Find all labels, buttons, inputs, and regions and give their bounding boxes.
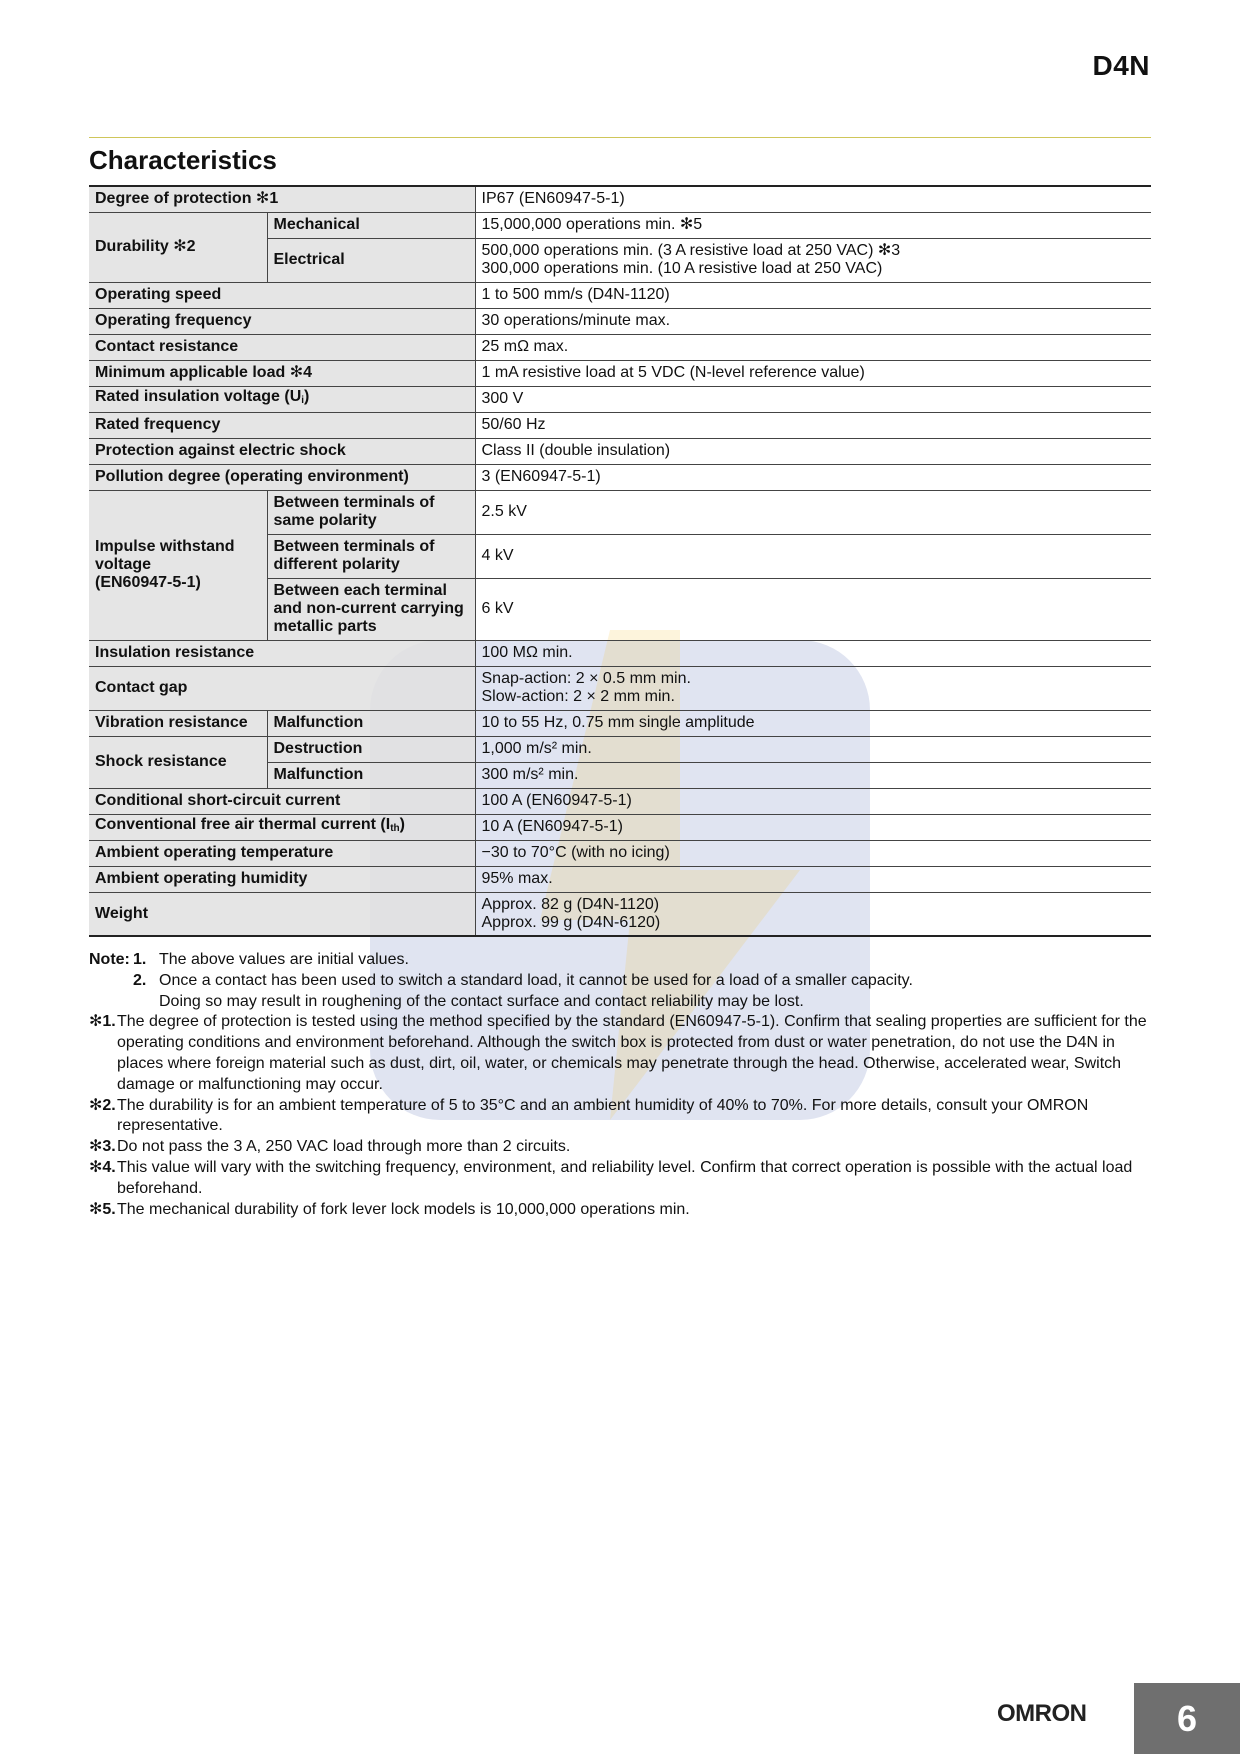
- table-row: [89, 186, 1151, 212]
- value-line: 500,000 operations min. (3 A resistive load at 250 VAC) ✻3: [481, 242, 901, 259]
- row-value: 10 to 55 Hz, 0.75 mm single amplitude: [475, 710, 1151, 736]
- table-row: [89, 212, 1151, 238]
- note-text: Once a contact has been used to switch a standard load, it cannot be used for a load of a smaller capacity.: [159, 971, 913, 989]
- label-line: (EN60947-5-1): [95, 574, 201, 591]
- value-line: Snap-action: 2 × 0.5 mm min.: [481, 670, 691, 687]
- row-value: 2.5 kV: [475, 490, 1151, 534]
- row-label: Insulation resistance: [89, 640, 475, 666]
- table-row: [89, 666, 1151, 710]
- footnote-1: [89, 1012, 1151, 1095]
- row-value: 300 m/s² min.: [475, 762, 1151, 788]
- table-row: [89, 438, 1151, 464]
- label-line: voltage: [95, 556, 152, 573]
- footnote-3: [89, 1137, 1151, 1158]
- row-value: 4 kV: [475, 534, 1151, 578]
- row-sublabel: Malfunction: [267, 710, 475, 736]
- note-text: The above values are initial values.: [159, 951, 409, 968]
- row-label: [89, 490, 267, 640]
- row-value: 3 (EN60947-5-1): [475, 464, 1151, 490]
- footnote-5: [89, 1200, 1151, 1221]
- row-value: 10 A (EN60947-5-1): [475, 814, 1151, 840]
- footnote-key: ✻1.: [89, 1013, 116, 1031]
- row-value: 50/60 Hz: [475, 412, 1151, 438]
- table-row: [89, 282, 1151, 308]
- table-row: [89, 386, 1151, 412]
- footnote-text: Do not pass the 3 A, 250 VAC load through more than 2 circuits.: [117, 1138, 571, 1156]
- footnote-text: The mechanical durability of fork lever lock models is 10,000,000 operations min.: [117, 1200, 690, 1218]
- row-sublabel: Destruction: [267, 736, 475, 762]
- row-value: IP67 (EN60947-5-1): [475, 186, 1151, 212]
- row-sublabel: [267, 578, 475, 640]
- label-line: metallic parts: [273, 618, 377, 635]
- row-value: [475, 238, 1151, 282]
- note-text: Doing so may result in roughening of the contact surface and contact reliability may be lost.: [159, 992, 804, 1010]
- row-label: Durability ✻2: [89, 212, 267, 282]
- footnote-text: This value will vary with the switching frequency, environment, and reliability level. Confirm that correct operation is possible with the actual load beforehand.: [117, 1158, 1133, 1197]
- label-close: ): [399, 816, 405, 833]
- row-label: Degree of protection ✻1: [89, 186, 475, 212]
- row-value: 100 A (EN60947-5-1): [475, 788, 1151, 814]
- product-code: D4N: [1092, 50, 1150, 81]
- row-label: Contact resistance: [89, 334, 475, 360]
- row-label: Shock resistance: [89, 736, 267, 788]
- row-value: 100 MΩ min.: [475, 640, 1151, 666]
- row-sublabel: Malfunction: [267, 762, 475, 788]
- label-line: different polarity: [273, 556, 400, 573]
- row-value: 30 operations/minute max.: [475, 308, 1151, 334]
- note-2: [89, 971, 1151, 1013]
- label-line: Between terminals of: [273, 538, 435, 555]
- section-title: Characteristics: [89, 145, 277, 175]
- omron-logo: OMRON: [997, 1700, 1087, 1727]
- row-value: 1,000 m/s² min.: [475, 736, 1151, 762]
- row-label: Rated frequency: [89, 412, 475, 438]
- row-value: −30 to 70°C (with no icing): [475, 840, 1151, 866]
- footnote-2: [89, 1096, 1151, 1138]
- row-label: [89, 386, 475, 412]
- footnote-key: ✻3.: [89, 1138, 116, 1156]
- note-1: [89, 950, 1151, 971]
- row-label: Conditional short-circuit current: [89, 788, 475, 814]
- table-row: [89, 814, 1151, 840]
- header-divider: [89, 137, 1151, 138]
- row-label: Vibration resistance: [89, 710, 267, 736]
- row-value: 1 mA resistive load at 5 VDC (N-level reference value): [475, 360, 1151, 386]
- label-text: Rated insulation voltage (U: [95, 388, 302, 405]
- row-value: 15,000,000 operations min. ✻5: [475, 212, 1151, 238]
- table-row: [89, 308, 1151, 334]
- row-label: Ambient operating temperature: [89, 840, 475, 866]
- value-line: Approx. 82 g (D4N-1120): [481, 895, 660, 913]
- footnote-key: ✻2.: [89, 1096, 116, 1114]
- row-value: 95% max.: [475, 866, 1151, 892]
- footnote-text: The degree of protection is tested using the method specified by the standard (EN60947-5-1). Confirm that sealing properties are sufficient for the operating conditions and environment beforehand. Although the switch box is protected from dust or water penetration, do not use the D4N in places where foreign material such as dust, dirt, oil, water, or chemicals may penetrate through the head. Otherwise, accelerated wear, Switch damage or malfunctioning may occur.: [117, 1013, 1147, 1093]
- row-value: [475, 892, 1151, 936]
- note-number: 1.: [133, 951, 147, 968]
- row-sublabel: Mechanical: [267, 212, 475, 238]
- table-row: [89, 334, 1151, 360]
- row-label: Pollution degree (operating environment): [89, 464, 475, 490]
- page-number: 6: [1134, 1683, 1240, 1754]
- footnote-key: ✻4.: [89, 1158, 116, 1176]
- note-number: 2.: [133, 971, 147, 989]
- footnote-text: The durability is for an ambient temperature of 5 to 35°C and an ambient humidity of 40% to 70%. For more details, consult your OMRON representative.: [117, 1096, 1089, 1135]
- table-row: [89, 412, 1151, 438]
- row-value: 6 kV: [475, 578, 1151, 640]
- table-row: [89, 640, 1151, 666]
- row-label: Protection against electric shock: [89, 438, 475, 464]
- row-value: 300 V: [475, 386, 1151, 412]
- row-label: Ambient operating humidity: [89, 866, 475, 892]
- table-row: [89, 892, 1151, 936]
- notes-section: [89, 950, 1151, 1220]
- row-label: Minimum applicable load ✻4: [89, 360, 475, 386]
- table-row: [89, 788, 1151, 814]
- row-value: 1 to 500 mm/s (D4N-1120): [475, 282, 1151, 308]
- value-line: 300,000 operations min. (10 A resistive load at 250 VAC): [481, 260, 883, 277]
- table-row: [89, 866, 1151, 892]
- label-subscript: i: [301, 395, 305, 406]
- characteristics-table: [89, 185, 1151, 937]
- table-row: [89, 710, 1151, 736]
- label-text: Conventional free air thermal current (I: [95, 816, 391, 833]
- row-label: Operating speed: [89, 282, 475, 308]
- row-value: Class II (double insulation): [475, 438, 1151, 464]
- note-prefix: Note:: [89, 951, 130, 968]
- value-line: Approx. 99 g (D4N-6120): [481, 913, 661, 931]
- row-label: Weight: [89, 892, 475, 936]
- row-label: Contact gap: [89, 666, 475, 710]
- row-label: [89, 814, 475, 840]
- table-row: [89, 490, 1151, 534]
- table-row: [89, 464, 1151, 490]
- label-line: Impulse withstand: [95, 538, 235, 555]
- footnote-4: [89, 1158, 1151, 1200]
- footnote-key: ✻5.: [89, 1200, 116, 1218]
- label-line: Between each terminal: [273, 582, 447, 599]
- label-close: ): [304, 388, 310, 405]
- table-row: [89, 736, 1151, 762]
- table-row: [89, 840, 1151, 866]
- label-line: and non-current carrying: [273, 600, 464, 617]
- value-line: Slow-action: 2 × 2 mm min.: [481, 688, 675, 705]
- table-row: [89, 360, 1151, 386]
- row-value: 25 mΩ max.: [475, 334, 1151, 360]
- label-subscript: th: [390, 823, 400, 834]
- row-label: Operating frequency: [89, 308, 475, 334]
- label-line: Between terminals of: [273, 494, 435, 511]
- label-line: same polarity: [273, 512, 377, 529]
- row-sublabel: Electrical: [267, 238, 475, 282]
- row-sublabel: [267, 534, 475, 578]
- row-value: [475, 666, 1151, 710]
- row-sublabel: [267, 490, 475, 534]
